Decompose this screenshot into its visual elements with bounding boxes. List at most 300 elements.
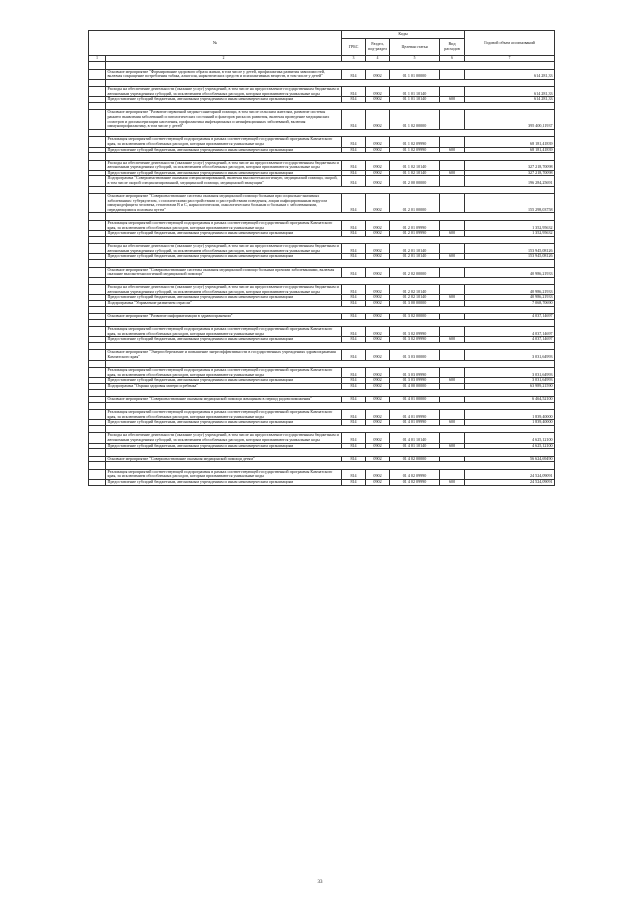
row-amount: 1 352,95632 (465, 220, 555, 230)
row-grbs: 814 (342, 254, 366, 260)
row-amount: 24 524,09091 (465, 469, 555, 479)
row-spacer (89, 425, 555, 433)
row-grbs: 814 (342, 383, 366, 389)
spacer-cell (89, 129, 106, 137)
row-section: 0902 (366, 397, 390, 403)
table-row (89, 410, 555, 420)
table-row (89, 479, 555, 485)
spacer-cell (106, 277, 555, 285)
row-spacer (89, 129, 555, 137)
row-name: Расходы на обеспечение деятельности (оказание услуг) учреждений, в том числе на предоставление государственным бюджетным и автономным учреждениям субсидий, за исключением обособленных расходов, которым присваиваются уникальные коды (106, 244, 342, 254)
row-target-article: 01 3 02 00000 (390, 314, 440, 320)
row-name: Расходы на обеспечение деятельности (оказание услуг) учреждений, в том числе на предоставление государственным бюджетным и автономным учреждениям субсидий, за исключением обособленных расходов, которым присваиваются уникальные коды (106, 160, 342, 170)
row-expense-type: 600 (440, 337, 465, 343)
row-grbs: 814 (342, 368, 366, 378)
row-expense-type: 600 (440, 97, 465, 103)
row-amount: 614 281,33 (465, 97, 555, 103)
header-number: № (89, 31, 342, 56)
row-target-article: 01 3 02 09990 (390, 337, 440, 343)
row-target-article: 01 3 03 09990 (390, 378, 440, 384)
row-amount: 614 281,33 (465, 69, 555, 79)
spacer-cell (106, 306, 555, 314)
row-amount: 4 625,12100 (465, 433, 555, 443)
row-target-article: 01 4 00 00000 (390, 383, 440, 389)
row-section: 0902 (366, 231, 390, 237)
row-target-article: 01 3 03 00000 (390, 350, 440, 360)
row-target-article: 01 1 02 09990 (390, 137, 440, 147)
row-amount: 56 624,69490 (465, 456, 555, 462)
row-grbs: 814 (342, 285, 366, 295)
spacer-cell (89, 402, 106, 410)
row-spacer (89, 186, 555, 194)
row-name: Реализация мероприятий соответствующей подпрограммы в рамках соответствующей государственной программы Камчатского края, за исключением обособленных расходов, которым присваиваются уникальные коды (106, 410, 342, 420)
row-amount: 6 464,52100 (465, 397, 555, 403)
spacer-cell (89, 277, 106, 285)
table-row (89, 110, 555, 129)
row-index (89, 433, 106, 443)
row-index (89, 267, 106, 277)
row-spacer (89, 449, 555, 457)
row-section: 0902 (366, 469, 390, 479)
row-expense-type (440, 368, 465, 378)
row-grbs: 814 (342, 433, 366, 443)
row-section: 0902 (366, 368, 390, 378)
row-amount: 3 031,64993 (465, 350, 555, 360)
budget-table (88, 30, 555, 486)
row-expense-type: 600 (440, 231, 465, 237)
row-expense-type (440, 87, 465, 97)
row-grbs: 814 (342, 244, 366, 254)
row-section: 0902 (366, 327, 390, 337)
spacer-cell (106, 360, 555, 368)
row-target-article: 01 4 01 09990 (390, 420, 440, 426)
table-row (89, 137, 555, 147)
table-row (89, 368, 555, 378)
row-target-article: 01 1 01 10140 (390, 87, 440, 97)
row-section: 0902 (366, 443, 390, 449)
row-name: Основное мероприятие "Развитие первичной медико-санитарной помощи, в том числе сельским жителям, развитие системы раннего выявления заболеваний и патологических состояний и факторов риска их развития, включая проведение медицинских осмотров и диспансеризации населения, профилактика инфекционных и неинфекционных заболеваний, включая иммунопрофилактику, в том числе у детей" (106, 110, 342, 129)
row-name: Подпрограмма "Управление развитием отрасли" (106, 301, 342, 307)
row-amount: 3 031,64993 (465, 368, 555, 378)
row-amount: 155 298,03758 (465, 194, 555, 213)
row-index (89, 160, 106, 170)
row-name: Предоставление субсидий бюджетным, автономным учреждениям и иным некоммерческим организациям (106, 443, 342, 449)
row-spacer (89, 360, 555, 368)
row-target-article: 01 2 01 10140 (390, 244, 440, 254)
row-grbs: 814 (342, 479, 366, 485)
row-section: 0902 (366, 295, 390, 301)
row-expense-type (440, 469, 465, 479)
row-section: 0902 (366, 87, 390, 97)
table-row (89, 87, 555, 97)
row-amount: 24 524,09091 (465, 479, 555, 485)
row-index (89, 350, 106, 360)
column-number: 4 (366, 56, 390, 62)
row-target-article: 01 2 01 00000 (390, 194, 440, 213)
row-amount: 1 839,40000 (465, 410, 555, 420)
column-number: 7 (465, 56, 555, 62)
row-target-article: 01 4 01 00000 (390, 397, 440, 403)
row-spacer (89, 342, 555, 350)
row-name: Подпрограмма "Совершенствование оказания специализированной, включая высокотехнологичную, медицинской помощи, скорой, в том числе скорой специализированной, медицинской помощи, медицинской эвакуации" (106, 176, 342, 186)
row-section: 0902 (366, 69, 390, 79)
row-target-article: 01 4 01 10140 (390, 433, 440, 443)
spacer-cell (89, 389, 106, 397)
spacer-cell (106, 449, 555, 457)
row-index (89, 327, 106, 337)
header-codes: Коды (342, 31, 465, 39)
spacer-cell (89, 306, 106, 314)
row-expense-type (440, 285, 465, 295)
page-number: 33 (317, 880, 323, 885)
spacer-cell (89, 462, 106, 470)
row-amount: 614 281,33 (465, 87, 555, 97)
column-number: 5 (390, 56, 440, 62)
row-target-article: 01 1 02 09990 (390, 147, 440, 153)
row-expense-type (440, 327, 465, 337)
row-name: Предоставление субсидий бюджетным, автономным учреждениям и иным некоммерческим организациям (106, 147, 342, 153)
row-spacer (89, 306, 555, 314)
row-section: 0902 (366, 479, 390, 485)
row-name: Предоставление субсидий бюджетным, автономным учреждениям и иным некоммерческим организациям (106, 295, 342, 301)
row-grbs: 814 (342, 397, 366, 403)
row-spacer (89, 236, 555, 244)
table-row (89, 350, 555, 360)
spacer-cell (106, 153, 555, 161)
spacer-cell (89, 62, 106, 70)
row-expense-type: 600 (440, 295, 465, 301)
row-grbs: 814 (342, 97, 366, 103)
header-target-article: Целевая статья (390, 39, 440, 56)
row-grbs: 814 (342, 327, 366, 337)
row-section: 0902 (366, 410, 390, 420)
row-section: 0902 (366, 137, 390, 147)
spacer-cell (89, 153, 106, 161)
row-index (89, 469, 106, 479)
row-expense-type (440, 220, 465, 230)
row-amount: 68 181,41839 (465, 137, 555, 147)
row-spacer (89, 153, 555, 161)
row-section: 0902 (366, 350, 390, 360)
spacer-cell (89, 319, 106, 327)
spacer-cell (106, 389, 555, 397)
row-section: 0902 (366, 301, 390, 307)
row-section: 0902 (366, 170, 390, 176)
row-grbs: 814 (342, 295, 366, 301)
row-index (89, 410, 106, 420)
row-grbs: 814 (342, 420, 366, 426)
row-expense-type (440, 160, 465, 170)
row-section: 0902 (366, 383, 390, 389)
row-name: Реализация мероприятий соответствующей подпрограммы в рамках соответствующей государственной программы Камчатского края, за исключением обособленных расходов, которым присваиваются уникальные коды (106, 327, 342, 337)
row-grbs: 814 (342, 137, 366, 147)
row-section: 0902 (366, 456, 390, 462)
spacer-cell (89, 186, 106, 194)
row-expense-type (440, 137, 465, 147)
spacer-cell (106, 260, 555, 268)
row-grbs: 814 (342, 110, 366, 129)
row-grbs: 814 (342, 69, 366, 79)
spacer-cell (106, 79, 555, 87)
row-name: Предоставление субсидий бюджетным, автономным учреждениям и иным некоммерческим организациям (106, 420, 342, 426)
row-grbs: 814 (342, 301, 366, 307)
table-row (89, 244, 555, 254)
row-amount: 153 945,08126 (465, 244, 555, 254)
row-expense-type: 600 (440, 254, 465, 260)
row-name: Предоставление субсидий бюджетным, автономным учреждениям и иным некоммерческим организациям (106, 337, 342, 343)
row-name: Расходы на обеспечение деятельности (оказание услуг) учреждений, в том числе на предоставление государственным бюджетным и автономным учреждениям субсидий, за исключением обособленных расходов, которым присваиваются уникальные коды (106, 433, 342, 443)
row-spacer (89, 402, 555, 410)
row-section: 0902 (366, 378, 390, 384)
row-spacer (89, 79, 555, 87)
row-grbs: 814 (342, 147, 366, 153)
row-target-article: 01 3 03 09990 (390, 368, 440, 378)
spacer-cell (89, 449, 106, 457)
row-index (89, 176, 106, 186)
header-annual-volume: Годовой объем ассигнований (465, 31, 555, 56)
row-name: Основное мероприятие "Совершенствование системы оказания медицинской помощи больным при социально-значимых заболеваниях: туберкулезом, с психическими расстройствами и расстройствами поведения, лицам инфицированным вирусом иммунодефицита человека, гепатитами В и С, наркологическим, онкологическим больным и больным с заболеваниями, передающимися половым путем" (106, 194, 342, 213)
spacer-cell (89, 425, 106, 433)
row-grbs: 814 (342, 410, 366, 420)
row-section: 0902 (366, 194, 390, 213)
row-spacer (89, 213, 555, 221)
column-number: 3 (342, 56, 366, 62)
table-row (89, 469, 555, 479)
row-expense-type: 600 (440, 147, 465, 153)
row-expense-type: 600 (440, 479, 465, 485)
row-section: 0902 (366, 285, 390, 295)
spacer-cell (106, 402, 555, 410)
row-grbs: 814 (342, 350, 366, 360)
row-grbs: 814 (342, 176, 366, 186)
row-amount: 40 986,21933 (465, 267, 555, 277)
row-index (89, 69, 106, 79)
spacer-cell (89, 360, 106, 368)
row-target-article: 01 2 02 00000 (390, 267, 440, 277)
row-target-article: 01 2 02 10140 (390, 295, 440, 301)
row-section: 0902 (366, 267, 390, 277)
row-target-article: 01 4 02 00000 (390, 456, 440, 462)
spacer-cell (89, 342, 106, 350)
row-target-article: 01 2 01 09990 (390, 220, 440, 230)
row-section: 0902 (366, 314, 390, 320)
row-expense-type (440, 244, 465, 254)
row-target-article: 01 4 01 09990 (390, 410, 440, 420)
row-index (89, 479, 106, 485)
row-amount: 1 352,95632 (465, 231, 555, 237)
budget-table-sheet (88, 30, 554, 486)
row-target-article: 01 2 00 00000 (390, 176, 440, 186)
row-spacer (89, 260, 555, 268)
row-grbs: 814 (342, 231, 366, 237)
row-grbs: 814 (342, 87, 366, 97)
row-amount: 153 945,08126 (465, 254, 555, 260)
spacer-cell (106, 129, 555, 137)
row-section: 0902 (366, 110, 390, 129)
spacer-cell (89, 213, 106, 221)
row-grbs: 814 (342, 469, 366, 479)
table-row (89, 160, 555, 170)
spacer-cell (106, 102, 555, 110)
row-expense-type (440, 194, 465, 213)
row-section: 0902 (366, 337, 390, 343)
row-name: Предоставление субсидий бюджетным, автономным учреждениям и иным некоммерческим организациям (106, 479, 342, 485)
row-target-article: 01 1 02 10140 (390, 160, 440, 170)
row-name: Основное мероприятие "Энергосбережение и повышение энергоэффективности в государственных учреждениях здравоохранения Камчатского края" (106, 350, 342, 360)
header-grbs: ГРБС (342, 39, 366, 56)
spacer-cell (106, 342, 555, 350)
spacer-cell (106, 425, 555, 433)
spacer-cell (89, 79, 106, 87)
row-grbs: 814 (342, 267, 366, 277)
table-body (89, 62, 555, 486)
row-name: Предоставление субсидий бюджетным, автономным учреждениям и иным некоммерческим организациям (106, 97, 342, 103)
row-expense-type: 600 (440, 170, 465, 176)
row-amount: 327 218,70098 (465, 170, 555, 176)
row-section: 0902 (366, 147, 390, 153)
column-number: 1 (89, 56, 106, 62)
row-amount: 68 181,41839 (465, 147, 555, 153)
row-grbs: 814 (342, 170, 366, 176)
row-amount: 40 986,21933 (465, 285, 555, 295)
row-target-article: 01 1 01 10140 (390, 97, 440, 103)
row-amount: 1 839,40000 (465, 420, 555, 426)
table-row (89, 327, 555, 337)
spacer-cell (106, 186, 555, 194)
row-target-article: 01 2 01 10140 (390, 254, 440, 260)
row-target-article: 01 4 01 10140 (390, 443, 440, 449)
row-grbs: 814 (342, 378, 366, 384)
row-index (89, 220, 106, 230)
row-section: 0902 (366, 176, 390, 186)
row-amount: 4 037,14697 (465, 314, 555, 320)
row-index (89, 194, 106, 213)
spacer-cell (89, 102, 106, 110)
row-target-article: 01 3 02 09990 (390, 327, 440, 337)
row-amount: 327 218,70098 (465, 160, 555, 170)
column-number: 6 (440, 56, 465, 62)
row-amount: 4 037,14697 (465, 327, 555, 337)
row-index (89, 110, 106, 129)
row-target-article: 01 2 01 09990 (390, 231, 440, 237)
row-amount: 3 031,64993 (465, 378, 555, 384)
spacer-cell (89, 260, 106, 268)
row-index (89, 244, 106, 254)
row-expense-type: 600 (440, 378, 465, 384)
row-name: Расходы на обеспечение деятельности (оказание услуг) учреждений, в том числе на предоставление государственным бюджетным и автономным учреждениям субсидий, за исключением обособленных расходов, которым присваиваются уникальные коды (106, 87, 342, 97)
row-expense-type (440, 69, 465, 79)
row-target-article: 01 3 00 00000 (390, 301, 440, 307)
row-name: Расходы на обеспечение деятельности (оказание услуг) учреждений, в том числе на предоставление государственным бюджетным и автономным учреждениям субсидий, за исключением обособленных расходов, которым присваиваются уникальные коды (106, 285, 342, 295)
row-name: Подпрограмма "Охрана здоровья матери и ребенка" (106, 383, 342, 389)
row-expense-type (440, 267, 465, 277)
spacer-cell (106, 213, 555, 221)
row-grbs: 814 (342, 337, 366, 343)
row-target-article: 01 1 01 00000 (390, 69, 440, 79)
table-row (89, 176, 555, 186)
header-expense-type: Вид расходов (440, 39, 465, 56)
row-section: 0902 (366, 254, 390, 260)
spacer-cell (106, 462, 555, 470)
table-row (89, 267, 555, 277)
table-row (89, 285, 555, 295)
table-row (89, 220, 555, 230)
row-section: 0902 (366, 420, 390, 426)
row-name: Предоставление субсидий бюджетным, автономным учреждениям и иным некоммерческим организациям (106, 231, 342, 237)
row-amount: 63 989,21590 (465, 383, 555, 389)
row-expense-type (440, 410, 465, 420)
row-amount: 7 068,70690 (465, 301, 555, 307)
row-spacer (89, 389, 555, 397)
row-index (89, 285, 106, 295)
row-expense-type (440, 176, 465, 186)
row-index (89, 87, 106, 97)
row-target-article: 01 1 02 00000 (390, 110, 440, 129)
row-index (89, 137, 106, 147)
row-expense-type (440, 110, 465, 129)
row-spacer (89, 62, 555, 70)
row-section: 0902 (366, 97, 390, 103)
row-grbs: 814 (342, 194, 366, 213)
row-index (89, 368, 106, 378)
row-name: Предоставление субсидий бюджетным, автономным учреждениям и иным некоммерческим организациям (106, 170, 342, 176)
row-expense-type (440, 350, 465, 360)
row-name: Реализация мероприятий соответствующей подпрограммы в рамках соответствующей государственной программы Камчатского края, за исключением обособленных расходов, которым присваиваются уникальные коды (106, 220, 342, 230)
row-name: Основное мероприятие "Развитие информатизации в здравоохранении" (106, 314, 342, 320)
table-row (89, 69, 555, 79)
row-expense-type: 600 (440, 443, 465, 449)
row-spacer (89, 462, 555, 470)
row-name: Основное мероприятие "Совершенствование системы оказания медицинской помощи больным прочими заболеваниями, включая оказание высокотехнологичной медицинской помощи" (106, 267, 342, 277)
row-amount: 4 037,14697 (465, 337, 555, 343)
row-name: Реализация мероприятий соответствующей подпрограммы в рамках соответствующей государственной программы Камчатского края, за исключением обособленных расходов, которым присваиваются уникальные коды (106, 137, 342, 147)
header-section: Раздел, под-раздел (366, 39, 390, 56)
row-name: Предоставление субсидий бюджетным, автономным учреждениям и иным некоммерческим организациям (106, 254, 342, 260)
row-grbs: 814 (342, 314, 366, 320)
row-name: Реализация мероприятий соответствующей подпрограммы в рамках соответствующей государственной программы Камчатского края, за исключением обособленных расходов, которым присваиваются уникальные коды (106, 469, 342, 479)
row-amount: 196 284,25691 (465, 176, 555, 186)
spacer-cell (106, 236, 555, 244)
row-grbs: 814 (342, 160, 366, 170)
row-name: Основное мероприятие "Формирование здорового образа жизни, в том числе у детей, профилактика развития зависимостей, включая сокращение потребления табака, алкоголя, наркотических средств и психоактивных веществ, в том числе у детей" (106, 69, 342, 79)
spacer-cell (106, 62, 555, 70)
table-row (89, 194, 555, 213)
row-name: Предоставление субсидий бюджетным, автономным учреждениям и иным некоммерческим организациям (106, 378, 342, 384)
row-target-article: 01 1 02 10140 (390, 170, 440, 176)
row-target-article: 01 4 02 09990 (390, 469, 440, 479)
row-expense-type: 600 (440, 420, 465, 426)
row-spacer (89, 102, 555, 110)
column-number: 2 (106, 56, 342, 62)
row-spacer (89, 319, 555, 327)
row-spacer (89, 277, 555, 285)
row-grbs: 814 (342, 456, 366, 462)
row-name: Реализация мероприятий соответствующей подпрограммы в рамках соответствующей государственной программы Камчатского края, за исключением обособленных расходов, которым присваиваются уникальные коды (106, 368, 342, 378)
row-target-article: 01 2 02 10140 (390, 285, 440, 295)
row-section: 0902 (366, 433, 390, 443)
row-amount: 4 625,12100 (465, 443, 555, 449)
row-amount: 40 986,21933 (465, 295, 555, 301)
row-name: Основное мероприятие "Совершенствование оказания медицинской помощи детям" (106, 456, 342, 462)
row-grbs: 814 (342, 443, 366, 449)
row-expense-type (440, 433, 465, 443)
row-grbs: 814 (342, 220, 366, 230)
row-name: Основное мероприятие "Совершенствование оказания медицинской помощи женщинам в период родовспоможения" (106, 397, 342, 403)
spacer-cell (106, 319, 555, 327)
row-section: 0902 (366, 244, 390, 254)
row-target-article: 01 4 02 09990 (390, 479, 440, 485)
table-row (89, 433, 555, 443)
